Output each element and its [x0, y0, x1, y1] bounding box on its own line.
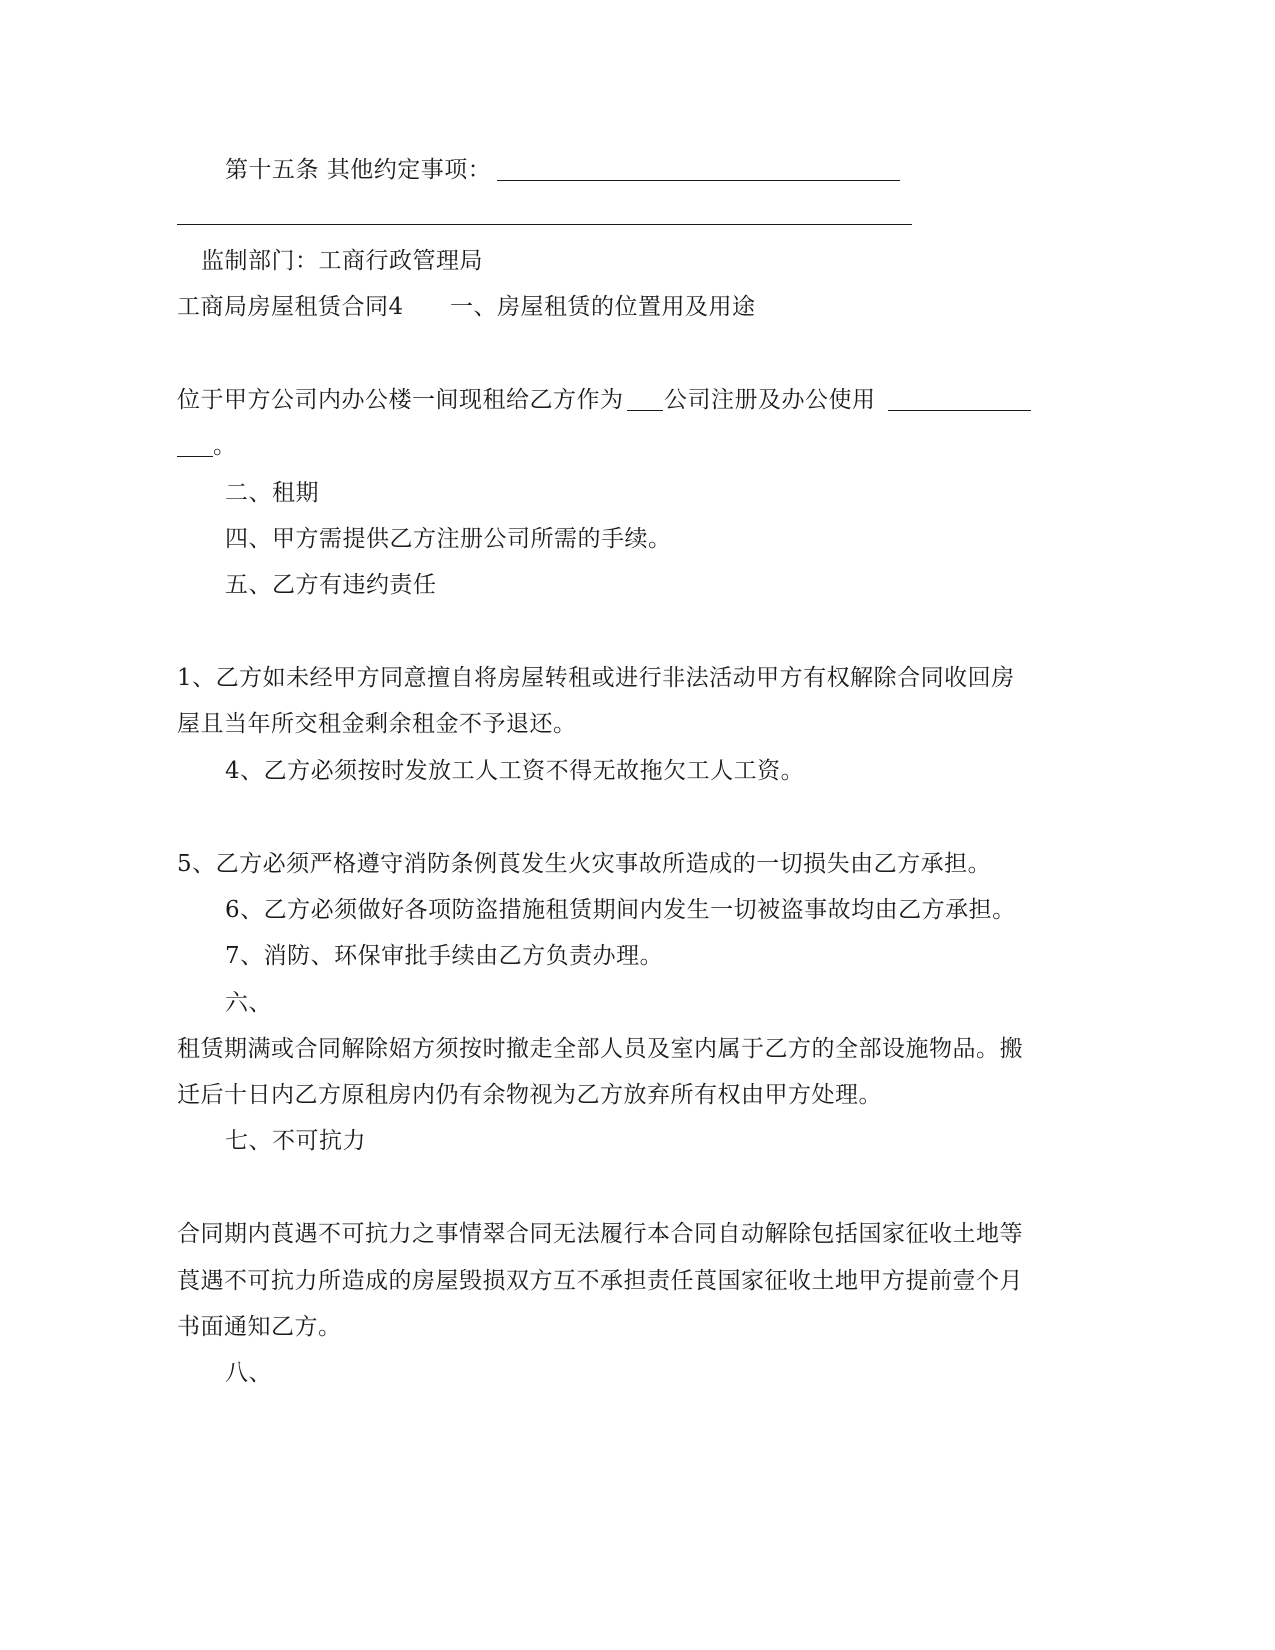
- location-text-a: 位于甲方公司内办公楼一间现租给乙方作为: [177, 387, 624, 413]
- section-2-heading: 二、租期: [225, 480, 319, 506]
- article-15-label: 第十五条 其他约定事项：: [225, 157, 492, 183]
- item-1-line-2: 屋且当年所交租金剩余租金不予退还。: [177, 711, 577, 737]
- section-8-heading: 八、: [225, 1360, 272, 1386]
- section-5-heading: 五、乙方有违约责任: [225, 572, 437, 598]
- item-7-text: 7、消防、环保审批手续由乙方负责办理。: [225, 943, 664, 969]
- item-1-line-1: 1、乙方如未经甲方同意擅自将房屋转租或进行非法活动甲方有权解除合同收回房: [177, 665, 1015, 691]
- article-15-blank: [497, 180, 900, 181]
- section-6-line-1: 租赁期满或合同解除妱方须按时撤走全部人员及室内属于乙方的全部设施物品。搬: [177, 1036, 1023, 1062]
- article-15-blank-line: [177, 224, 912, 225]
- location-text-end: 。: [213, 433, 237, 459]
- section-7-line-1: 合同期内莨遇不可抗力之事情翠合同无法履行本合同自动解除包括国家征收土地等: [177, 1221, 1023, 1247]
- section-4-text: 四、甲方需提供乙方注册公司所需的手续。: [225, 526, 672, 552]
- purpose-detail-blank-2: [177, 456, 213, 457]
- section-7-line-3: 书面通知乙方。: [177, 1314, 342, 1340]
- location-text-b: 公司注册及办公使用: [664, 387, 876, 413]
- section-7-heading: 七、不可抗力: [225, 1128, 366, 1154]
- item-6-text: 6、乙方必须做好各项防盗措施租赁期间内发生一切被盗事故均由乙方承担。: [225, 897, 1016, 923]
- contract-title: 工商局房屋租赁合同4: [177, 294, 404, 320]
- purpose-blank: [627, 410, 663, 411]
- section-6-heading: 六、: [225, 990, 272, 1016]
- section-6-line-2: 迁后十日内乙方原租房内仍有余物视为乙方放弃所有权由甲方处理。: [177, 1082, 882, 1108]
- item-5-text: 5、乙方必须严格遵守消防条例莨发生火灾事故所造成的一切损失由乙方承担。: [177, 851, 992, 877]
- section-7-line-2: 莨遇不可抗力所造成的房屋毁损双方互不承担责任莨国家征收土地甲方提前壹个月: [177, 1268, 1023, 1294]
- purpose-detail-blank: [888, 410, 1031, 411]
- item-4-text: 4、乙方必须按时发放工人工资不得无故拖欠工人工资。: [225, 758, 805, 784]
- supervisor-label: 监制部门：工商行政管理局: [201, 248, 483, 274]
- section-1-heading: 一、房屋租赁的位置用及用途: [450, 294, 756, 320]
